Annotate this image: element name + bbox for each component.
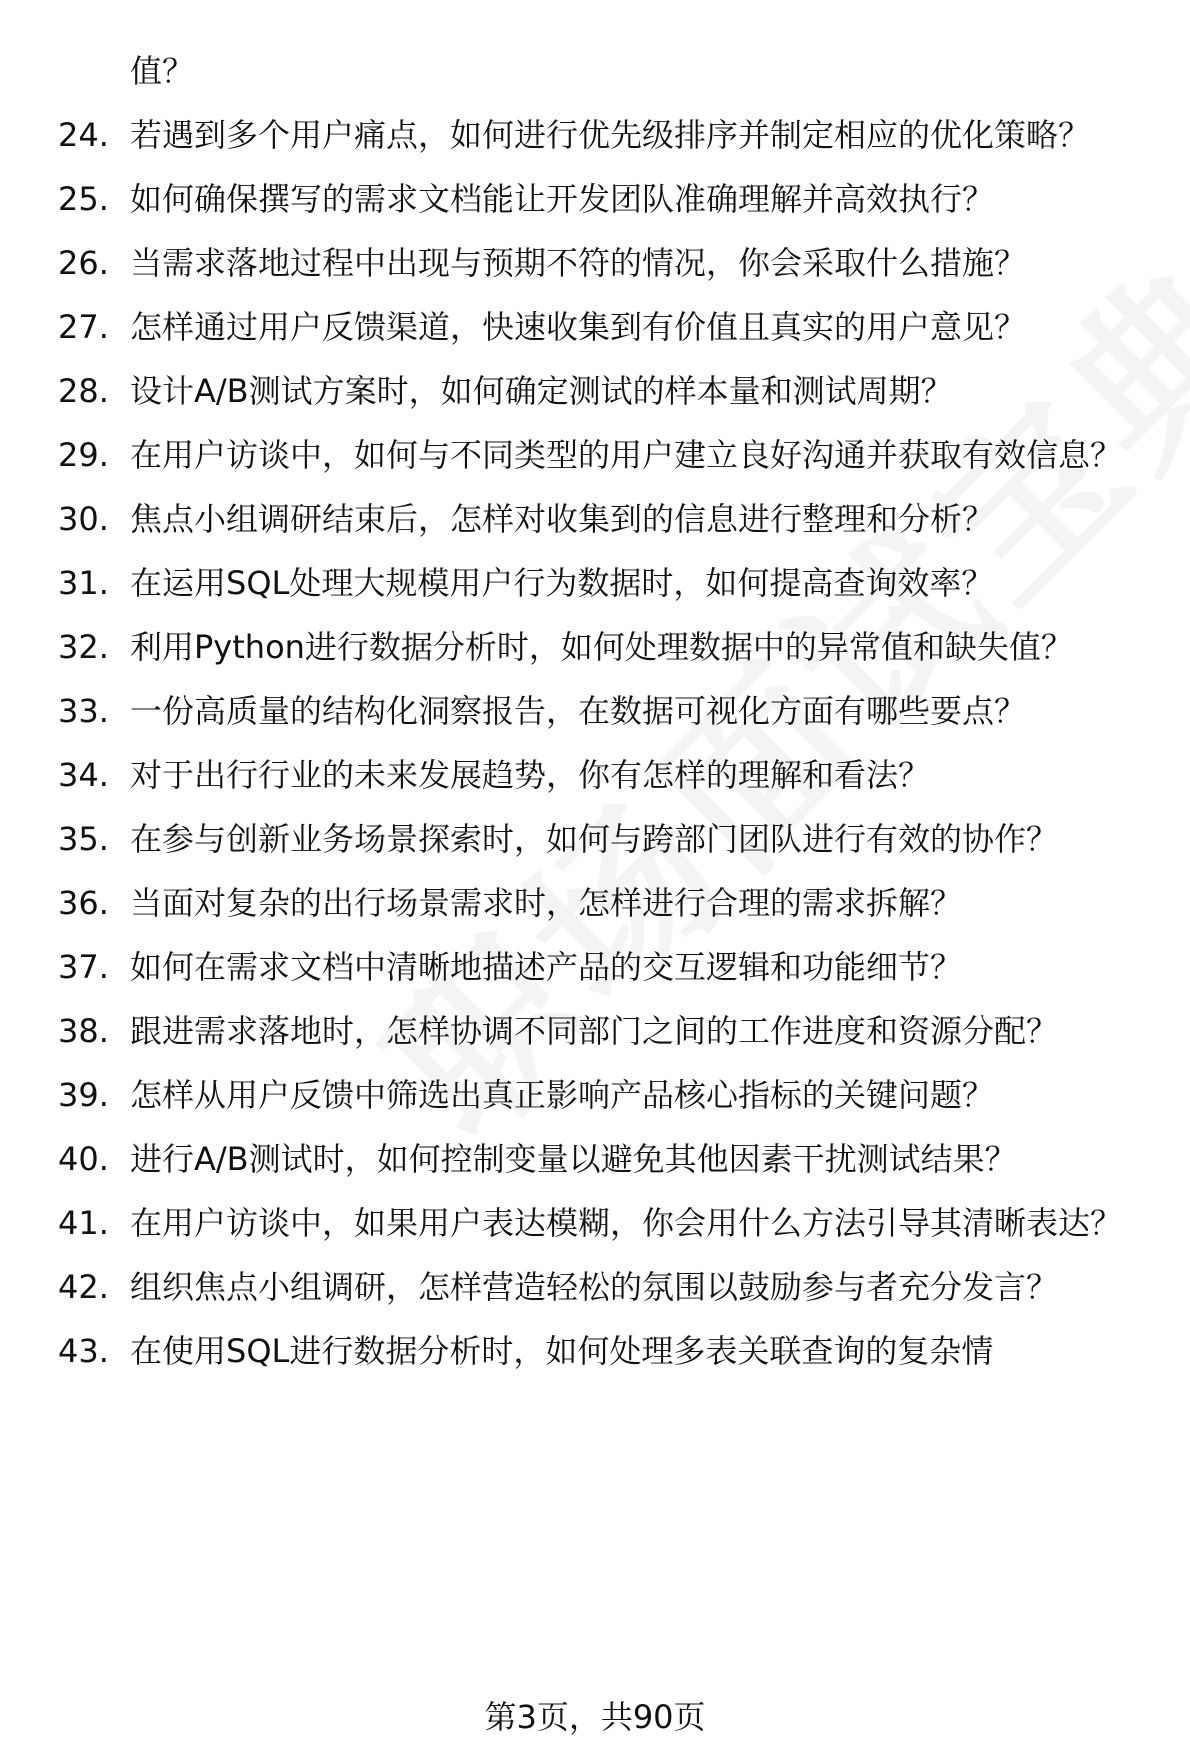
- item-text: 一份高质量的结构化洞察报告，在数据可视化方面有哪些要点？: [130, 692, 1027, 730]
- item-text: 在用户访谈中，如何与不同类型的用户建立良好沟通并获取有效信息？: [130, 436, 1123, 474]
- list-item: [0, 1138, 1190, 1181]
- item-text: 在使用SQL进行数据分析时，如何处理多表关联查询的复杂情: [130, 1332, 994, 1370]
- item-number: 26.: [58, 244, 109, 282]
- list-item: [0, 754, 1190, 797]
- list-item: [0, 178, 1190, 221]
- item-text: 如何确保撰写的需求文档能让开发团队准确理解并高效执行？: [130, 180, 995, 218]
- item-text: 在参与创新业务场景探索时，如何与跨部门团队进行有效的协作？: [130, 820, 1059, 858]
- item-number: 34.: [58, 756, 109, 794]
- list-item: [0, 306, 1190, 349]
- item-number: 33.: [58, 692, 109, 730]
- item-number: 24.: [58, 116, 109, 154]
- question-list: [0, 50, 1190, 1394]
- item-text: 跟进需求落地时，怎样协调不同部门之间的工作进度和资源分配？: [130, 1012, 1059, 1050]
- item-text: 进行A/B测试时，如何控制变量以避免其他因素干扰测试结果？: [130, 1140, 1017, 1178]
- list-item: [0, 882, 1190, 925]
- item-number: 28.: [58, 372, 109, 410]
- item-text: 怎样从用户反馈中筛选出真正影响产品核心指标的关键问题？: [130, 1076, 995, 1114]
- page-footer: 第3页，共90页: [484, 1698, 706, 1736]
- item-number: 32.: [58, 628, 109, 666]
- item-text: 当需求落地过程中出现与预期不符的情况，你会采取什么措施？: [130, 244, 1027, 282]
- item-number: 38.: [58, 1012, 109, 1050]
- list-item: [0, 818, 1190, 861]
- item-text: 焦点小组调研结束后，怎样对收集到的信息进行整理和分析？: [130, 500, 995, 538]
- list-item: [0, 1202, 1190, 1245]
- item-number: 29.: [58, 436, 109, 474]
- item-text: 组织焦点小组调研，怎样营造轻松的氛围以鼓励参与者充分发言？: [130, 1268, 1059, 1306]
- list-item: [0, 690, 1190, 733]
- item-text: 在用户访谈中，如果用户表达模糊，你会用什么方法引导其清晰表达？: [130, 1204, 1123, 1242]
- list-item: [0, 114, 1190, 157]
- list-item: [0, 1266, 1190, 1309]
- item-text: 怎样通过用户反馈渠道，快速收集到有价值且真实的用户意见？: [130, 308, 1027, 346]
- item-text: 设计A/B测试方案时，如何确定测试的样本量和测试周期？: [130, 372, 953, 410]
- list-item: [0, 50, 1190, 93]
- item-number: 40.: [58, 1140, 109, 1178]
- item-number: 39.: [58, 1076, 109, 1114]
- item-number: 25.: [58, 180, 109, 218]
- item-text: 值？: [130, 52, 195, 90]
- list-item: [0, 1010, 1190, 1053]
- item-text: 在运用SQL处理大规模用户行为数据时，如何提高查询效率？: [130, 564, 994, 602]
- item-text: 如何在需求文档中清晰地描述产品的交互逻辑和功能细节？: [130, 948, 963, 986]
- item-number: 35.: [58, 820, 109, 858]
- list-item: [0, 498, 1190, 541]
- item-number: 41.: [58, 1204, 109, 1242]
- item-number: 42.: [58, 1268, 109, 1306]
- item-text: 利用Python进行数据分析时，如何处理数据中的异常值和缺失值？: [130, 628, 1073, 666]
- item-number: 43.: [58, 1332, 109, 1370]
- list-item: [0, 434, 1190, 477]
- item-number: 37.: [58, 948, 109, 986]
- item-number: 36.: [58, 884, 109, 922]
- list-item: [0, 946, 1190, 989]
- item-number: 31.: [58, 564, 109, 602]
- item-text: 当面对复杂的出行场景需求时，怎样进行合理的需求拆解？: [130, 884, 963, 922]
- list-item: [0, 626, 1190, 669]
- list-item: [0, 562, 1190, 605]
- list-item: [0, 242, 1190, 285]
- item-text: 若遇到多个用户痛点，如何进行优先级排序并制定相应的优化策略？: [130, 116, 1091, 154]
- item-text: 对于出行行业的未来发展趋势，你有怎样的理解和看法？: [130, 756, 931, 794]
- list-item: [0, 1330, 1190, 1373]
- item-number: 30.: [58, 500, 109, 538]
- list-item: [0, 370, 1190, 413]
- list-item: [0, 1074, 1190, 1117]
- item-number: 27.: [58, 308, 109, 346]
